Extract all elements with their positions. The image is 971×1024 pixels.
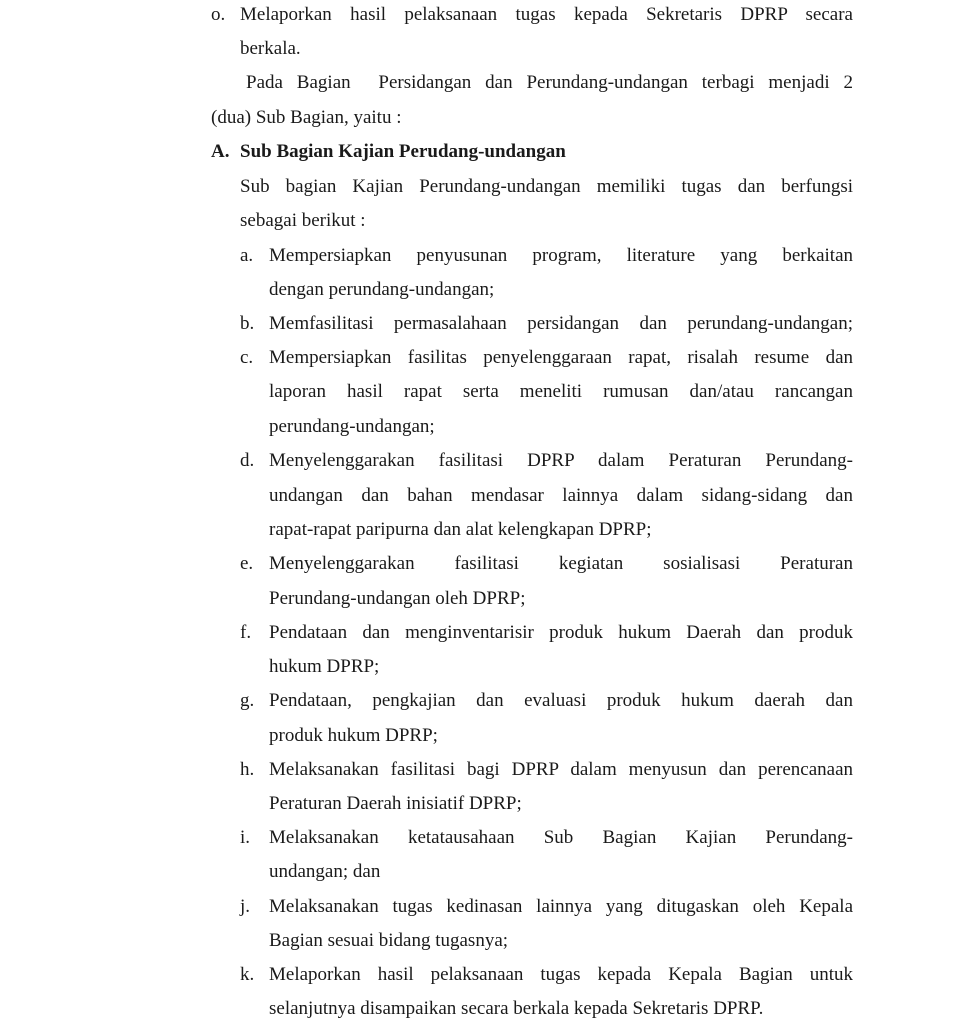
list-item-text: undangan; dan bbox=[269, 861, 381, 882]
list-marker: o. bbox=[211, 4, 226, 25]
list-item-text: Pendataan dan menginventarisir produk hukum Daerah dan produk bbox=[269, 622, 853, 643]
paragraph-text: (dua) Sub Bagian, yaitu : bbox=[211, 107, 402, 128]
list-item-text: rapat-rapat paripurna dan alat kelengkapan DPRP; bbox=[269, 519, 652, 540]
list-marker: e. bbox=[240, 553, 254, 574]
list-marker: g. bbox=[240, 690, 255, 711]
list-item-text: berkala. bbox=[240, 38, 301, 59]
list-marker: d. bbox=[240, 450, 255, 471]
list-marker: k. bbox=[240, 964, 255, 985]
list-item-text: Peraturan Daerah inisiatif DPRP; bbox=[269, 793, 522, 814]
section-title: Sub Bagian Kajian Perudang-undangan bbox=[240, 141, 566, 162]
list-item-text: Perundang-undangan oleh DPRP; bbox=[269, 588, 526, 609]
list-marker: h. bbox=[240, 759, 255, 780]
list-item-text: Pendataan, pengkajian dan evaluasi produk hukum daerah dan bbox=[269, 690, 853, 711]
list-item-text: selanjutnya disampaikan secara berkala kepada Sekretaris DPRP. bbox=[269, 998, 764, 1019]
list-marker: c. bbox=[240, 347, 254, 368]
list-marker: i. bbox=[240, 827, 251, 848]
paragraph-text: sebagai berikut : bbox=[240, 210, 366, 231]
list-marker: a. bbox=[240, 245, 254, 266]
list-marker: f. bbox=[240, 622, 252, 643]
list-item-text: Bagian sesuai bidang tugasnya; bbox=[269, 930, 509, 951]
list-item-text: Melaksanakan fasilitasi bagi DPRP dalam menyusun dan perencanaan bbox=[269, 759, 853, 780]
paragraph-text: Pada Bagian Persidangan dan Perundang-undangan terbagi menjadi 2 bbox=[246, 72, 853, 93]
list-item-text: laporan hasil rapat serta meneliti rumusan dan/atau rancangan bbox=[269, 381, 853, 402]
list-marker: b. bbox=[240, 313, 255, 334]
list-item-text: perundang-undangan; bbox=[269, 416, 435, 437]
list-item-text: Memfasilitasi permasalahaan persidangan dan perundang-undangan; bbox=[269, 313, 853, 334]
section-marker: A. bbox=[211, 141, 230, 162]
list-marker: j. bbox=[240, 896, 251, 917]
paragraph-text: Sub bagian Kajian Perundang-undangan memiliki tugas dan berfungsi bbox=[240, 176, 853, 197]
list-item-text: Mempersiapkan penyusunan program, literature yang berkaitan bbox=[269, 245, 853, 266]
list-item-text: hukum DPRP; bbox=[269, 656, 380, 677]
list-item-text: Melaporkan hasil pelaksanaan tugas kepada Sekretaris DPRP secara bbox=[240, 4, 853, 25]
list-item-text: Melaporkan hasil pelaksanaan tugas kepada Kepala Bagian untuk bbox=[269, 964, 853, 985]
list-item-text: dengan perundang-undangan; bbox=[269, 279, 495, 300]
list-item-text: Mempersiapkan fasilitas penyelenggaraan rapat, risalah resume dan bbox=[269, 347, 853, 368]
list-item-text: undangan dan bahan mendasar lainnya dalam sidang-sidang dan bbox=[269, 485, 853, 506]
list-item-text: Melaksanakan tugas kedinasan lainnya yang ditugaskan oleh Kepala bbox=[269, 896, 853, 917]
list-item-text: Melaksanakan ketatausahaan Sub Bagian Kajian Perundang- bbox=[269, 827, 853, 848]
list-item-text: produk hukum DPRP; bbox=[269, 725, 438, 746]
list-item-text: Menyelenggarakan fasilitasi kegiatan sosialisasi Peraturan bbox=[269, 553, 853, 574]
list-item-text: Menyelenggarakan fasilitasi DPRP dalam Peraturan Perundang- bbox=[269, 450, 853, 471]
